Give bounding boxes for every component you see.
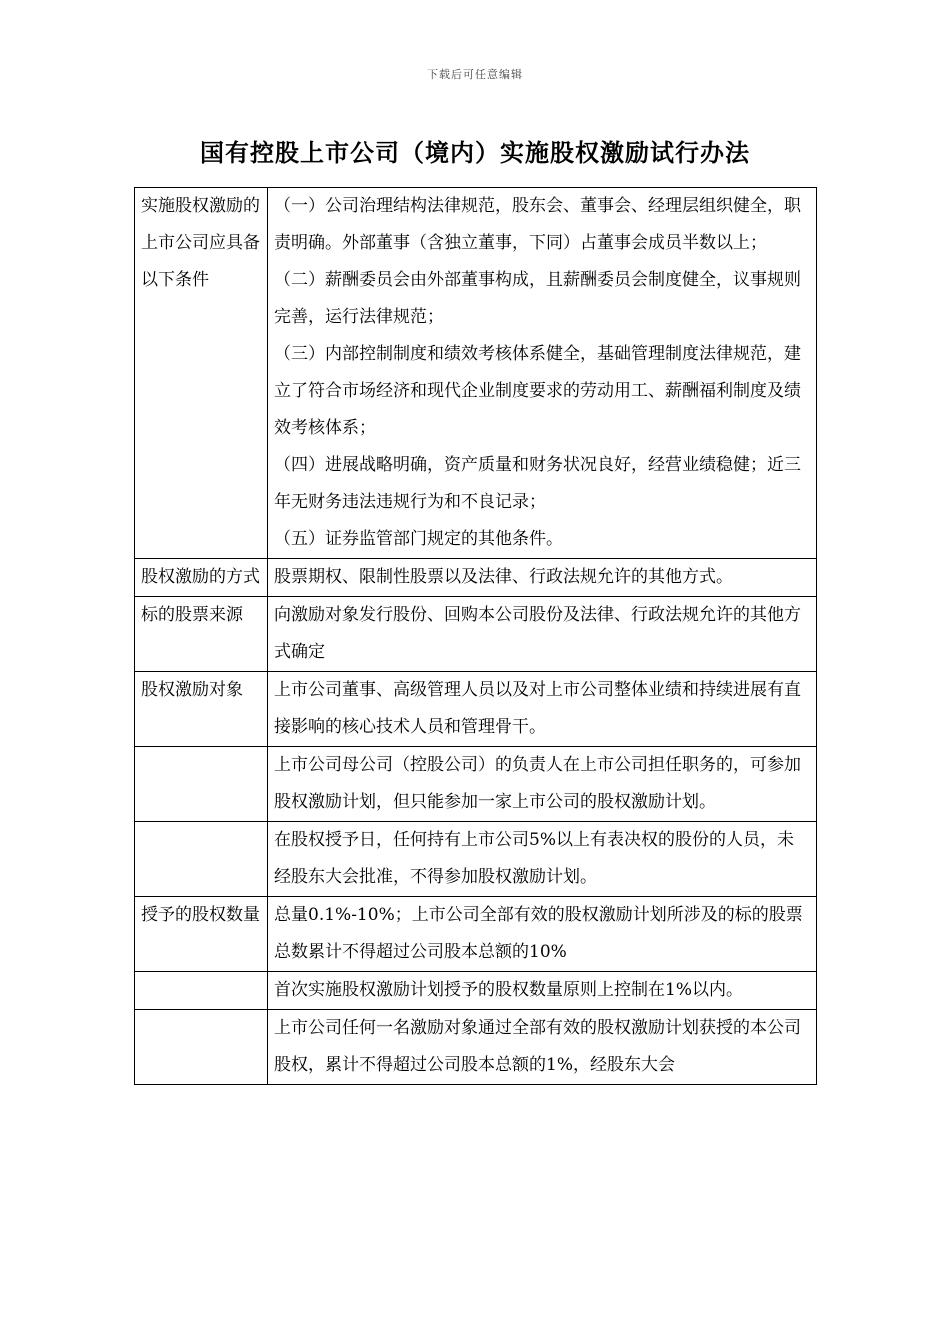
table-row (135, 597, 817, 672)
table-row (135, 897, 817, 972)
row-label: 实施股权激励的上市公司应具备以下条件 (135, 188, 268, 559)
table-row (135, 822, 817, 897)
table-row (135, 972, 817, 1010)
row-content: 首次实施股权激励计划授予的股权数量原则上控制在1%以内。 (268, 972, 817, 1010)
table-row (135, 1010, 817, 1085)
row-label (135, 747, 268, 822)
row-label (135, 972, 268, 1010)
condition-item: （一）公司治理结构法律规范，股东会、董事会、经理层组织健全，职责明确。外部董事（含独立董事，下同）占董事会成员半数以上； (274, 196, 801, 253)
condition-item: （四）进展战略明确，资产质量和财务状况良好，经营业绩稳健；近三年无财务违法违规行为和不良记录； (274, 455, 801, 512)
row-content: 向激励对象发行股份、回购本公司股份及法律、行政法规允许的其他方式确定 (268, 597, 817, 672)
condition-item: （五）证券监管部门规定的其他条件。 (274, 529, 563, 549)
row-content: 总量0.1%-10%；上市公司全部有效的股权激励计划所涉及的标的股票总数累计不得超过公司股本总额的10% (268, 897, 817, 972)
table-row (135, 672, 817, 747)
row-content: 股票期权、限制性股票以及法律、行政法规允许的其他方式。 (268, 559, 817, 597)
table-row (135, 188, 817, 559)
row-label (135, 822, 268, 897)
row-content (268, 188, 817, 559)
row-content: 上市公司母公司（控股公司）的负责人在上市公司担任职务的，可参加股权激励计划，但只能参加一家上市公司的股权激励计划。 (268, 747, 817, 822)
table-row (135, 747, 817, 822)
condition-item: （三）内部控制制度和绩效考核体系健全，基础管理制度法律规范，建立了符合市场经济和现代企业制度要求的劳动用工、薪酬福利制度及绩效考核体系； (274, 344, 801, 438)
document-title: 国有控股上市公司（境内）实施股权激励试行办法 (200, 138, 750, 167)
row-content: 上市公司董事、高级管理人员以及对上市公司整体业绩和持续进展有直接影响的核心技术人员和管理骨干。 (268, 672, 817, 747)
policy-table (134, 187, 817, 1085)
header-note: 下载后可任意编辑 (427, 68, 523, 81)
row-label (135, 1010, 268, 1085)
row-content: 在股权授予日，任何持有上市公司5%以上有表决权的股份的人员，未经股东大会批准，不得参加股权激励计划。 (268, 822, 817, 897)
table-row (135, 559, 817, 597)
row-label: 标的股票来源 (135, 597, 268, 672)
row-label: 授予的股权数量 (135, 897, 268, 972)
condition-item: （二）薪酬委员会由外部董事构成，且薪酬委员会制度健全，议事规则完善，运行法律规范； (274, 270, 801, 327)
row-label: 股权激励的方式 (135, 559, 268, 597)
row-label: 股权激励对象 (135, 672, 268, 747)
row-content: 上市公司任何一名激励对象通过全部有效的股权激励计划获授的本公司股权，累计不得超过公司股本总额的1%，经股东大会 (268, 1010, 817, 1085)
